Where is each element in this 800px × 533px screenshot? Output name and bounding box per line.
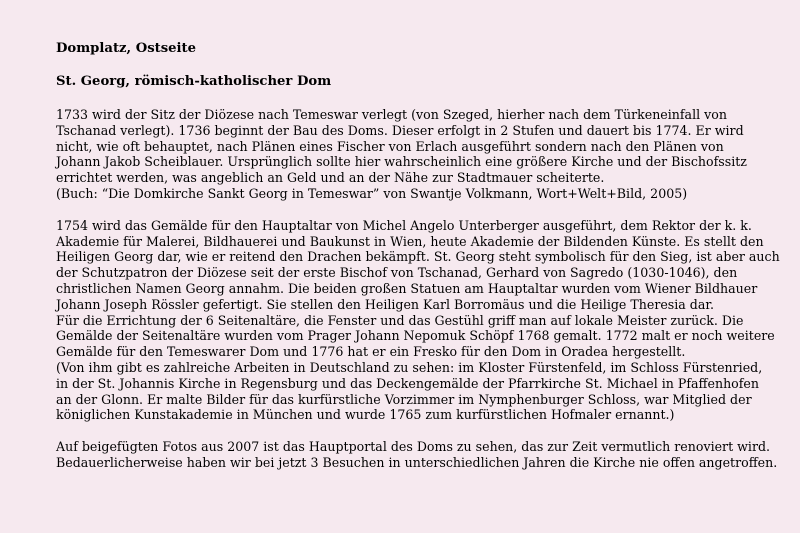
history-paragraph bbox=[56, 107, 800, 202]
paragraph-line: nicht, wie oft behauptet, nach Plänen eines Fischer von Erlach ausgeführt sondern nach den Plänen von bbox=[56, 138, 724, 154]
paragraph-line: Für die Errichtung der 6 Seitenaltäre, die Fenster und das Gestühl griff man auf lokale Meister zurück. Die bbox=[56, 312, 744, 328]
paragraph-line: Johann Jakob Scheiblauer. Ursprünglich sollte hier wahrscheinlich eine größere Kirche und der Bischofssitz bbox=[56, 154, 747, 170]
paragraph-line: christlichen Namen Georg annahm. Die beiden großen Statuen am Hauptaltar wurden vom Wiener Bildhauer bbox=[56, 280, 758, 296]
paragraph-line: Heiligen Georg dar, wie er reitend den Drachen bekämpft. St. Georg steht symbolisch für den Sieg, ist aber auch bbox=[56, 249, 780, 265]
paragraph-line: errichtet werden, was angeblich an Geld und an der Nähe zur Stadtmauer scheiterte. bbox=[56, 170, 605, 186]
paragraph-line: 1754 wird das Gemälde für den Hauptaltar von Michel Angelo Unterberger ausgeführt, dem Rektor der k. k. bbox=[56, 217, 752, 233]
paragraph-line: an der Glonn. Er malte Bilder für das kurfürstliche Vorzimmer im Nymphenburger Schloss, war Mitglied der bbox=[56, 391, 752, 407]
paragraph-line: Gemälde der Seitenaltäre wurden vom Prager Johann Nepomuk Schöpf 1768 gemalt. 1772 malt er noch weitere bbox=[56, 328, 775, 344]
book-citation: (Buch: “Die Domkirche Sankt Georg in Temeswar” von Swantje Volkmann, Wort+Welt+Bild, 2005) bbox=[56, 185, 688, 201]
paragraph-line: königlichen Kunstakademie in München und wurde 1765 zum kurfürstlichen Hofmaler ernannt.) bbox=[56, 407, 675, 423]
paragraph-line: Akademie für Malerei, Bildhauerei und Baukunst in Wien, heute Akademie der Bildenden Künste. Es stellt den bbox=[56, 233, 764, 249]
paragraph-line: Auf beigefügten Fotos aus 2007 ist das Hauptportal des Doms zu sehen, das zur Zeit vermutlich renoviert wird. bbox=[56, 439, 771, 455]
paragraph-line: Gemälde für den Temeswarer Dom und 1776 hat er ein Fresko für den Dom in Oradea hergestellt. bbox=[56, 344, 686, 360]
paragraph-line: der Schutzpatron der Diözese seit der erste Bischof von Tschanad, Gerhard von Sagredo (1030-1046), den bbox=[56, 265, 738, 281]
paragraph-line: 1733 wird der Sitz der Diözese nach Temeswar verlegt (von Szeged, hierher nach dem Türkeneinfall von bbox=[56, 107, 727, 122]
paragraph-line: Tschanad verlegt). 1736 beginnt der Bau des Doms. Dieser erfolgt in 2 Stufen und dauert bis 1774. Er wird bbox=[56, 122, 744, 138]
paragraph-line: Bedauerlicherweise haben wir bei jetzt 3 Besuchen in unterschiedlichen Jahren die Kirche nie offen angetroffen. bbox=[56, 454, 778, 470]
paragraph-line: Johann Joseph Rössler gefertigt. Sie stellen den Heiligen Karl Borromäus und die Heilige Theresia dar. bbox=[56, 296, 715, 312]
paragraph-line: in der St. Johannis Kirche in Regensburg und das Deckengemälde der Pfarrkirche St. Michael in Pfaffenhofen bbox=[56, 375, 759, 391]
altar-paragraph bbox=[56, 218, 800, 423]
church-heading: St. Georg, römisch-katholischer Dom bbox=[56, 74, 332, 89]
location-heading: Domplatz, Ostseite bbox=[56, 41, 197, 56]
paragraph-line: (Von ihm gibt es zahlreiche Arbeiten in Deutschland zu sehen: im Kloster Fürstenfeld, im Schloss Fürstenried, bbox=[56, 359, 763, 375]
photos-paragraph bbox=[56, 439, 800, 471]
